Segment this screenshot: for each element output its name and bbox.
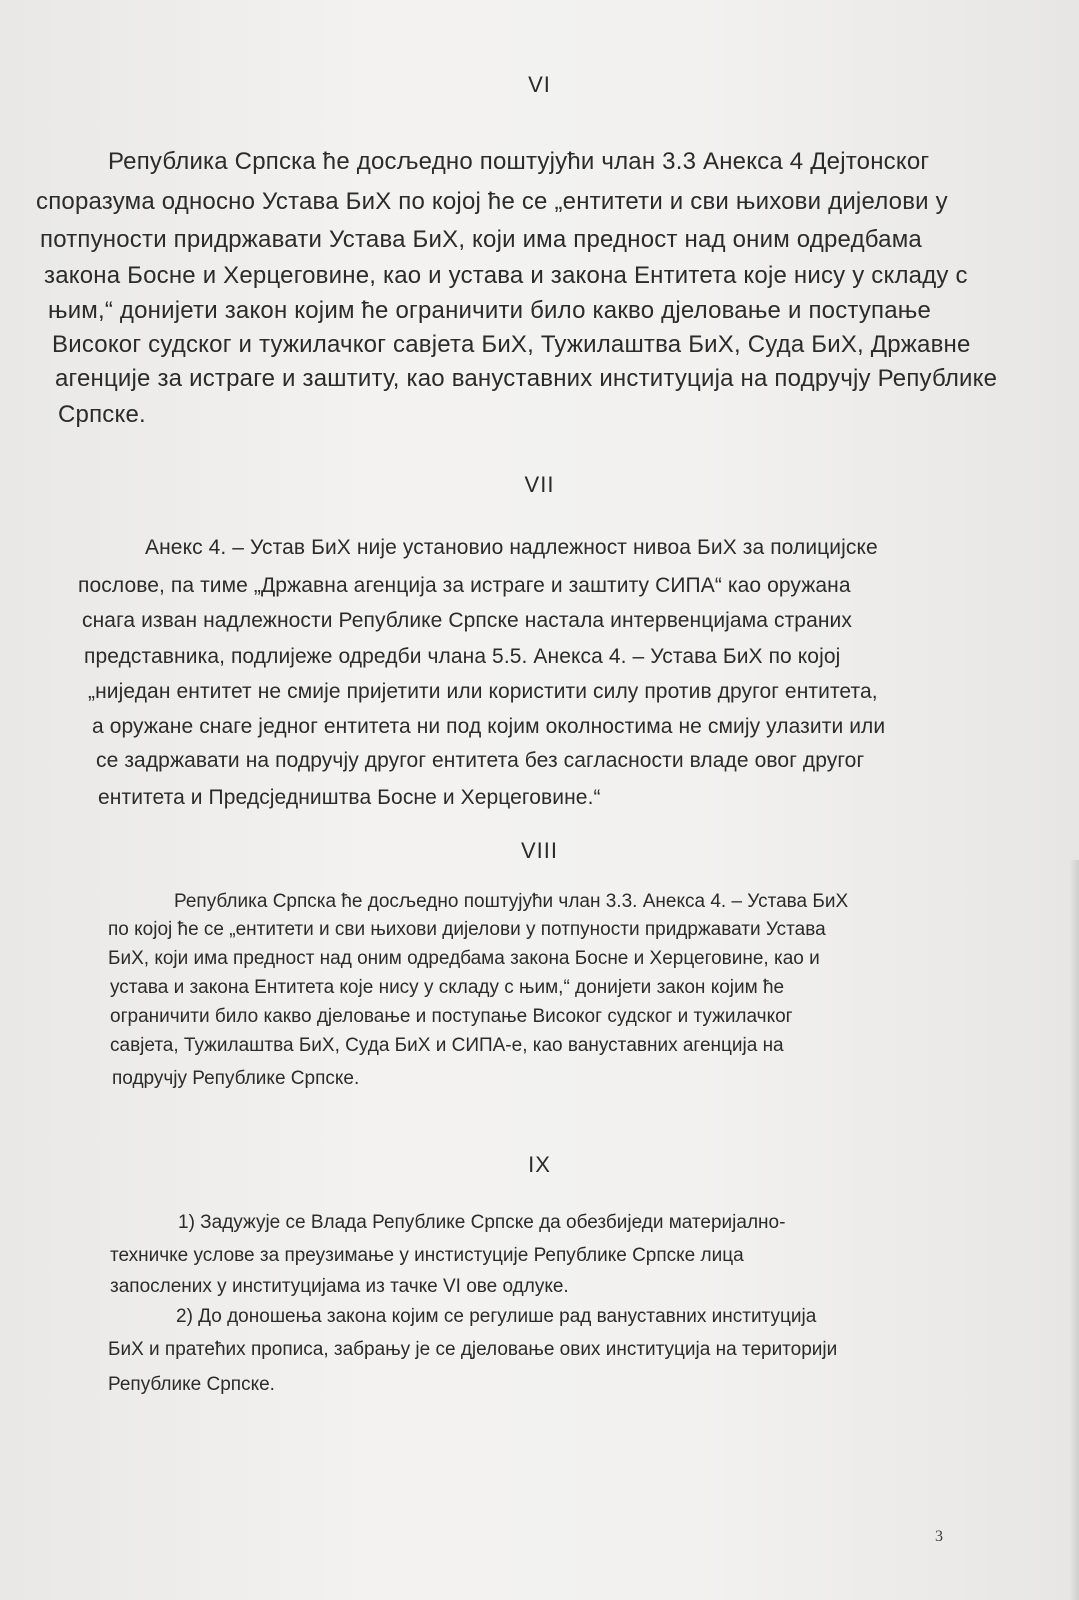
section-vii-line: Анекс 4. – Устав БиХ није установио надлежност нивоа БиХ за полицијске (145, 536, 878, 559)
section-vi-line: закона Босне и Херцеговине, као и устава и закона Ентитета које нису у складу с (44, 262, 968, 289)
section-ix-line: БиХ и пратећих прописа, забрању је се дјеловање ових институција на територији (108, 1339, 838, 1360)
section-vii-line: представника, подлијеже одредби члана 5.5. Анекса 4. – Устава БиХ по којој (84, 645, 841, 668)
section-viii-line: БиХ, који има предност над оним одредбама закона Босне и Херцеговине, као и (108, 948, 820, 969)
section-vi-line: агенције за истраге и заштиту, као ванустaвних институција на подручју Републике (55, 365, 998, 392)
section-vii-line: се задржавати на подручју другог ентитета без сагласности владе овог другог (96, 749, 865, 772)
section-viii-line: по којој ће се „ентитети и сви њихови дијелови у потпуности придржавати Устава (108, 919, 826, 940)
section-vi-line: потпуности придржавати Устава БиХ, који има предност над оним одредбама (40, 226, 922, 253)
section-viii-line: савјета, Тужилаштва БиХ, Суда БиХ и СИПА-е, као ванустaвних агенција на (110, 1035, 784, 1056)
section-vii-line: „ниједан ентитет не смије пријетити или користити силу против другог ентитета, (88, 680, 878, 703)
section-ix-line: Републике Српске. (108, 1374, 275, 1395)
section-vi-heading: VI (528, 72, 551, 97)
section-vii-line: снага изван надлежности Републике Српске настала интервенцијама страних (82, 609, 852, 632)
section-vi-line: Република Српска ће досљедно поштујући члан 3.3 Анекса 4 Дејтонског (108, 148, 930, 175)
section-vii-heading: VII (524, 472, 555, 497)
section-ix-line: запослених у институцијама из тачке VI ове одлуке. (110, 1276, 569, 1297)
section-ix-line: техничке услове за преузимање у инстистуције Републике Српске лица (110, 1245, 744, 1266)
section-vii-line: послове, па тиме „Државна агенција за истраге и заштиту СИПА“ као оружана (78, 574, 851, 597)
page-number: 3 (935, 1528, 943, 1545)
section-vii-line: а оружане снаге једног ентитета ни под којим околностима не смију улазити или (92, 715, 886, 738)
section-vi-line: споразума односно Устава БиХ по којој ће се „ентитети и сви њихови дијелови у (36, 188, 948, 215)
section-vi-line: Високог судског и тужилачког савјета БиХ, Тужилаштва БиХ, Суда БиХ, Државне (52, 331, 971, 358)
section-ix-line: 1) Задужује се Влада Републике Српске да обезбиједи материјално- (178, 1212, 786, 1233)
section-viii-line: устава и закона Ентитета које нису у складу с њим,“ донијети закон којим ће (110, 977, 785, 998)
section-ix-heading: IX (528, 1152, 551, 1177)
section-vi-line: Српске. (58, 401, 146, 428)
section-viii-line: подручју Републике Српске. (112, 1068, 360, 1089)
section-viii-heading: VIII (520, 838, 558, 863)
section-vi-line: њим,“ донијети закон којим ће ограничити било какво дјеловање и поступање (48, 297, 932, 324)
section-ix-line: 2) До доношења закона којим се регулише рад ванустaвних институција (176, 1306, 817, 1327)
section-vii-line: ентитета и Предсједништва Босне и Херцеговине.“ (98, 786, 601, 809)
section-viii-line: Република Српска ће досљедно поштујући члан 3.3. Анекса 4. – Устава БиХ (174, 891, 849, 912)
section-viii-line: ограничити било какво дјеловање и поступање Високог судског и тужилачког (110, 1006, 793, 1027)
